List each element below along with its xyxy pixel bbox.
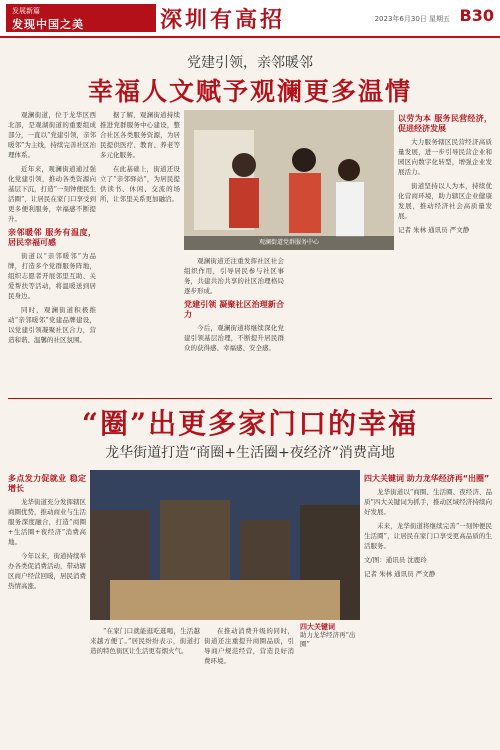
- paragraph: 龙华街道以“商圈、生活圈、夜经济、品质”四大关键词为抓手，推动区域经济持续向好发展。: [364, 488, 492, 516]
- photo-illustration: [184, 110, 394, 250]
- article1-column-2: [100, 110, 180, 208]
- article1-kicker: 党建引领，亲邻暖邻: [187, 55, 313, 71]
- article2-photo: [90, 470, 360, 620]
- paragraph: 街道以“亲邻暖邻”为品牌，打造多个党群服务阵地，组织志愿者开展邻里互助、关爱帮扶等活动，将温暖送到居民身边。: [8, 252, 96, 300]
- article2-column-1: [8, 470, 86, 595]
- credit: 文/图：通讯员 沈鹿玲: [364, 556, 427, 564]
- paragraph: “在家门口就能逛吃逛喝，生活越来越方便了。”居民纷纷表示，街道打造的特色街区让生活更有烟火气。: [90, 627, 200, 655]
- subhead: 多点发力促就业 稳定增长: [8, 474, 86, 493]
- credit: 记者 朱林 通讯员 严文静: [398, 226, 470, 234]
- article2-photo-caption: [300, 622, 360, 649]
- paragraph: 今后，观澜街道将继续深化党建引领基层治理，不断提升居民群众的获得感、幸福感、安全感。: [184, 324, 284, 352]
- article1-column-4: [398, 110, 492, 235]
- paragraph: 观澜街道还注重发挥社区社会组织作用，引导居民参与社区事务，共建共治共享的社区治理格局逐步形成。: [184, 257, 284, 295]
- paragraph: 今年以来，街道持续举办各类促消费活动，带动辖区商户经营回暖，居民消费热情高涨。: [8, 552, 86, 590]
- paragraph: 大力服务辖区民营经济高质量发展，进一步引导民营企业和园区向数字化转型，增强企业发展活力。: [398, 138, 492, 176]
- subhead: 以劳为本 服务民营经济，促进经济发展: [398, 114, 492, 133]
- article2-column-3: [204, 626, 294, 670]
- article2-column-4: [364, 470, 492, 579]
- article1-headline: 幸福人文赋予观澜更多温情: [87, 77, 412, 106]
- paragraph: 观澜街道，位于龙华区西北部，是观湖街道的重要组成部分，一直以“党建引领，亲邻暖邻”为主线，持续完善社区治理体系。: [8, 111, 96, 159]
- paragraph: 街道坚持以人为本，持续优化营商环境，助力辖区企业健康发展，推动经济社会高质量发展。: [398, 182, 492, 220]
- paragraph: 同时，观澜街道积极推动“亲邻暖邻”党建品牌建设，以党建引领凝聚社区合力，营造和谐、温馨的社区氛围。: [8, 306, 96, 344]
- paragraph: 龙华街道充分发挥辖区商圈优势，推动商业与生活服务深度融合，打造“商圈+生活圈+夜经济”消费高地。: [8, 498, 86, 546]
- page-number: B30: [459, 6, 494, 25]
- masthead: [0, 0, 500, 38]
- subhead: 亲邻暖邻 服务有温度，居民幸福可感: [8, 228, 96, 247]
- subhead: 党建引领 凝聚社区治理新合力: [184, 300, 284, 319]
- photo-caption-title: 四大关键词: [300, 622, 335, 631]
- paragraph: 未来，龙华街道将继续完善“一刻钟便民生活圈”，让居民在家门口享受更高品质的生活服务。: [364, 522, 492, 550]
- paragraph: 在此基础上，街道还设立了“亲邻驿站”，为居民提供读书、休闲、交流的场所，让邻里关系更加融洽。: [100, 165, 180, 203]
- article2-subheadline: 龙华街道打造“商圈+生活圈+夜经济”消费高地: [105, 445, 395, 461]
- section-title: 深圳有高招: [160, 7, 286, 33]
- series-small-label: 发展新篇: [12, 7, 40, 15]
- article1-column-1: [8, 110, 96, 349]
- article1-column-3: [184, 256, 284, 357]
- article1-photo: [184, 110, 394, 250]
- issue-date: 2023年6月30日 星期五: [374, 15, 450, 23]
- article1-photo-caption: 观澜街道党群服务中心: [184, 236, 394, 250]
- credit: 记者 朱林 通讯员 严文静: [364, 570, 436, 578]
- photo-caption-text: 助力龙华经济再“出圈”: [300, 631, 356, 648]
- series-banner: [6, 4, 156, 32]
- article2-headline: “圈”出更多家门口的幸福: [81, 407, 419, 440]
- paragraph: 在推动消费升级的同时，街道还注重提升商圈品质，引导商户规范经营，营造良好消费环境。: [204, 627, 294, 665]
- article2-column-2: [90, 626, 200, 660]
- section-divider: [8, 398, 492, 399]
- night-street-photo: [90, 470, 360, 620]
- paragraph: 近年来，观澜街道通过强化党建引领，推动各类资源向基层下沉，打造“一刻钟便民生活圈”，让居民在家门口享受到更多便利服务，幸福感不断提升。: [8, 165, 96, 223]
- paragraph: 据了解，观澜街道持续推进党群服务中心建设，整合社区各类服务资源，为居民提供医疗、教育、养老等多元化服务。: [100, 111, 180, 159]
- subhead: 四大关键词 助力龙华经济再“出圈”: [364, 474, 490, 483]
- series-big-label: 发现中国之美: [12, 18, 84, 31]
